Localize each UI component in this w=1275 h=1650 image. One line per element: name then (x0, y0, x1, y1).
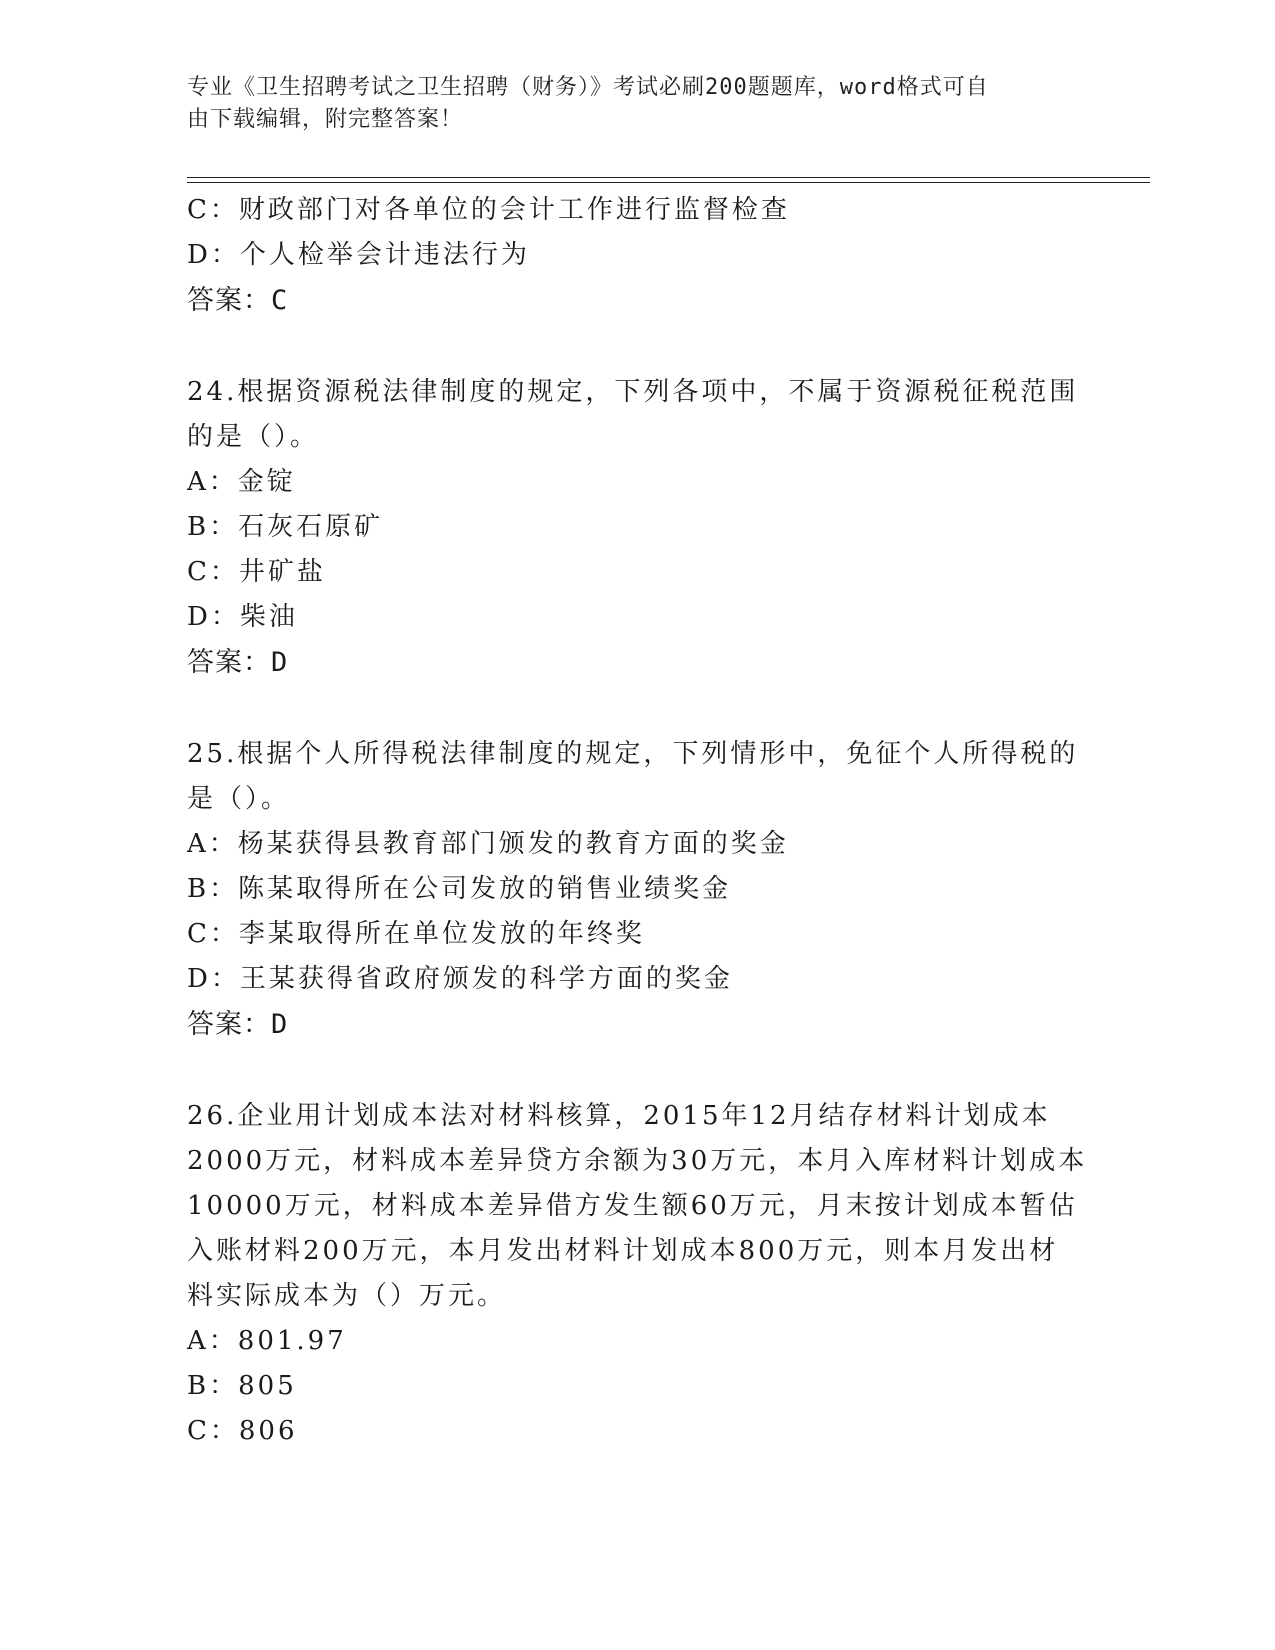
question-stem-line: 2000万元，材料成本差异贷方余额为30万元，本月入库材料计划成本 (187, 1146, 1088, 1176)
option-line: C：806 (187, 1416, 298, 1446)
question-gap (187, 323, 1087, 370)
answer-line: 答案：C (187, 285, 289, 316)
answer-line: 答案：D (187, 647, 289, 678)
option-line: C：财政部门对各单位的会计工作进行监督检查 (187, 195, 790, 225)
question-stem-line: 是（）。 (187, 784, 291, 814)
option-line: D：柴油 (187, 602, 298, 632)
question-gap (187, 685, 1087, 732)
question-stem-line: 的是（）。 (187, 422, 320, 452)
option-line: C：李某取得所在单位发放的年终奖 (187, 919, 645, 949)
option-line: B：石灰石原矿 (187, 512, 384, 542)
option-line: C：井矿盐 (187, 557, 326, 587)
option-line: B：陈某取得所在公司发放的销售业绩奖金 (187, 874, 732, 904)
header-divider (187, 177, 1150, 183)
question-stem-line: 25.根据个人所得税法律制度的规定，下列情形中，免征个人所得税的 (187, 739, 1079, 769)
header-line-2: 由下载编辑，附完整答案！ (187, 107, 464, 132)
header-line-1: 专业《卫生招聘考试之卫生招聘（财务）》考试必刷200题题库，word格式可自 (187, 75, 989, 100)
question-stem-line: 26.企业用计划成本法对材料核算，2015年12月结存材料计划成本 (187, 1101, 1051, 1131)
option-line: A：杨某获得县教育部门颁发的教育方面的奖金 (187, 829, 789, 859)
option-line: A：金锭 (187, 467, 296, 497)
question-stem-line: 24.根据资源税法律制度的规定，下列各项中，不属于资源税征税范围 (187, 377, 1079, 407)
question-24 (187, 370, 1087, 685)
option-line: D：王某获得省政府颁发的科学方面的奖金 (187, 964, 733, 994)
document-header (187, 72, 1067, 136)
question-content (187, 188, 1087, 1454)
question-stem-line: 10000万元，材料成本差异借方发生额60万元，月末按计划成本暂估 (187, 1191, 1078, 1221)
answer-line: 答案：D (187, 1009, 289, 1040)
question-25 (187, 732, 1087, 1047)
question-26 (187, 1094, 1087, 1454)
option-line: D：个人检举会计违法行为 (187, 240, 530, 270)
question-stem-line: 料实际成本为（）万元。 (187, 1281, 507, 1311)
question-stem-line: 入账材料200万元，本月发出材料计划成本800万元，则本月发出材 (187, 1236, 1059, 1266)
option-line: B：805 (187, 1371, 297, 1401)
question-gap (187, 1047, 1087, 1094)
option-line: A：801.97 (187, 1326, 347, 1356)
